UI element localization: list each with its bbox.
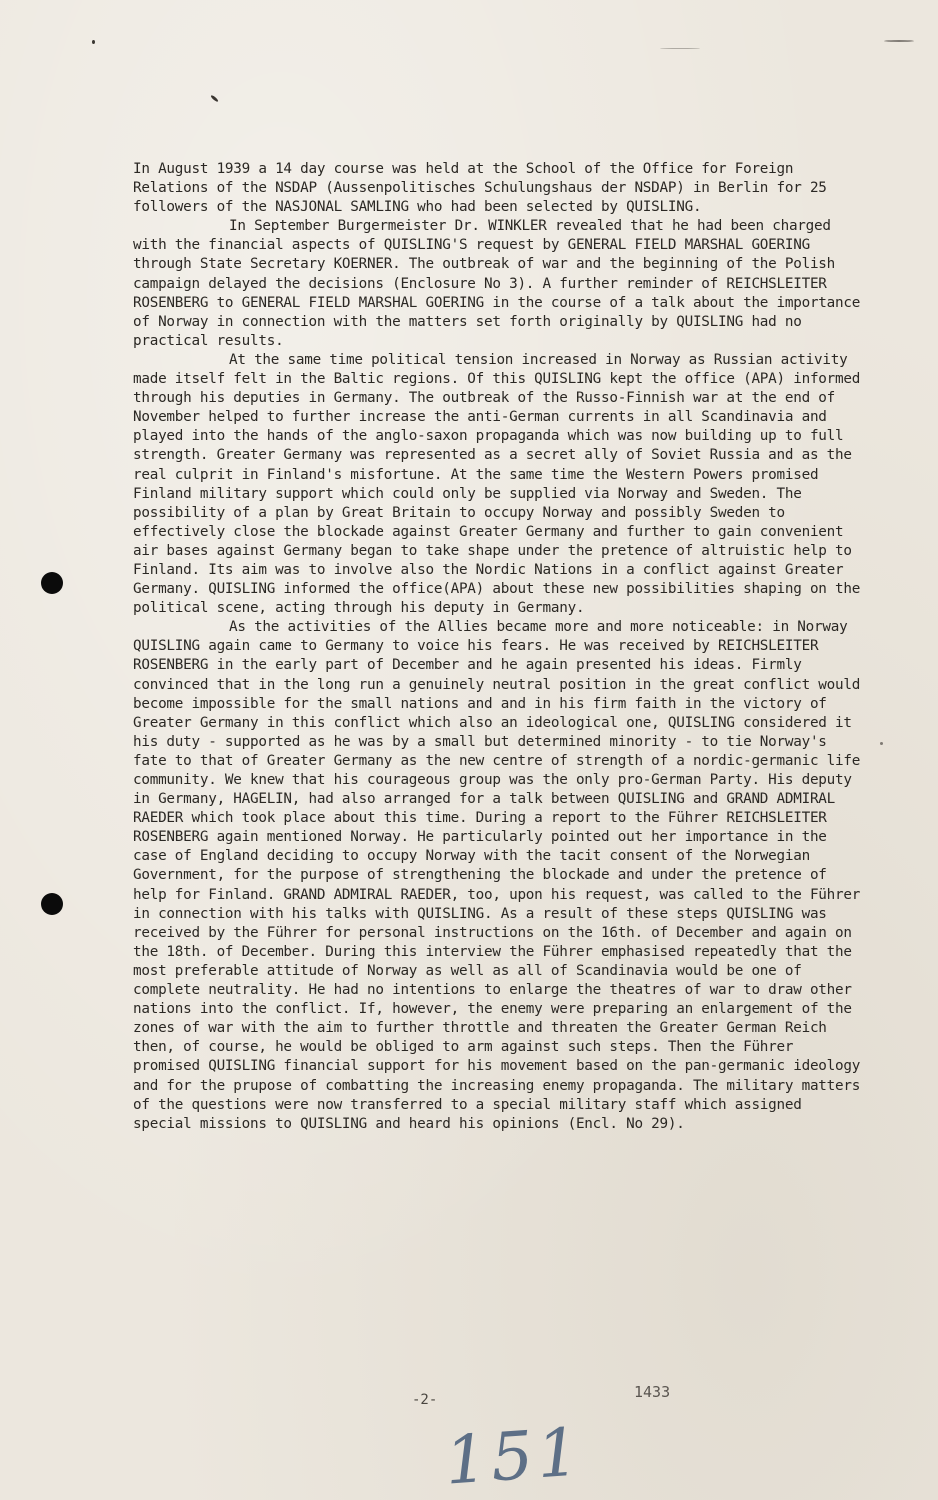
punch-hole-bottom xyxy=(41,893,63,915)
paragraph-2: In September Burgermeister Dr. WINKLER revealed that he had been charged with the financial aspects of QUISLING'S request by GENERAL FIELD MARSHAL GOERING through State Secretary KOERNER. The outbreak of war and the beginning of the Polish campaign delayed the decisions (Enclosure No 3). A further reminder of REICHSLEITER ROSENBERG to GENERAL FIELD MARSHAL GOERING in the course of a talk about the importance of Norway in connection with the matters set forth originally by QUISLING had no practical results. xyxy=(133,218,869,349)
handwritten-page-number: 151 xyxy=(442,1413,586,1500)
paper-speck xyxy=(880,742,883,745)
paper-speck xyxy=(92,40,95,44)
stamp-number: 1433 xyxy=(634,1383,671,1401)
paragraph-1: In August 1939 a 14 day course was held at the School of the Office for Foreign Relations of the NSDAP (Aussenpolitisches Schulungshaus der NSDAP) in Berlin for 25 followers of the NASJONAL SAMLING who had been selected by QUISLING. xyxy=(133,161,836,216)
paragraph-3: At the same time political tension increased in Norway as Russian activity made itself felt in the Baltic regions. Of this QUISLING kept the office (APA) informed through his deputies in Germany. The outbreak of the Russo-Finnish war at the end of November helped to further increase the anti-German currents in all Scandinavia and played into the hands of the anglo-saxon propaganda which was now building up to full strength. Greater Germany was represented as a secret ally of Soviet Russia and as the real culprit in Finland's misfortune. At the same time the Western Powers promised Finland military support which could only be supplied via Norway and Sweden. The possibility of a plan by Great Britain to occupy Norway and possibly Sweden to effectively close the blockade against Greater Germany and further to gain convenient air bases against Germany began to take shape under the pretence of altruistic help to Finland. Its aim was to involve also the Nordic Nations in a conflict against Greater Germany. QUISLING informed the office(APA) about these new possibilities shaping on the political scene, acting through his deputy in Germany. xyxy=(133,351,869,617)
paper-speck xyxy=(210,94,219,102)
page-number: -2- xyxy=(412,1392,438,1408)
paper-speck xyxy=(660,48,700,49)
punch-hole-top xyxy=(41,572,63,594)
paragraph-4: As the activities of the Allies became more and more noticeable: in Norway QUISLING again came to Germany to voice his fears. He was received by REICHSLEITER ROSENBERG in the early part of December and he again presented his ideas. Firmly convinced that in the long run a genuinely neutral position in the great conflict would become impossible for the small nations and and in his firm faith in the victory of Greater Germany in this conflict which also an ideological one, QUISLING considered it his duty - supported as he was by a small but determined minority - to tie Norway's fate to that of Greater Germany as the new centre of strength of a nordic-germanic life community. We knew that his courageous group was the only pro-German Party. His deputy in Germany, HAGELIN, had also arranged for a talk between QUISLING and GRAND ADMIRAL RAEDER which took place about this time. During a report to the Führer REICHSLEITER ROSENBERG again mentioned Norway. He particularly pointed out her importance in the case of England deciding to occupy Norway with the tacit consent of the Norwegian Government, for the purpose of strengthening the blockade and under the pretence of help for Finland. GRAND ADMIRAL RAEDER, too, upon his request, was called to the Führer in connection with his talks with QUISLING. As a result of these steps QUISLING was received by the Führer for personal instructions on the 16th. of December and again on the 18th. of December. During this interview the Führer emphasised repeatedly that the most preferable attitude of Norway as well as all of Scandinavia would be one of complete neutrality. He had no intentions to enlarge the theatres of war to draw other nations into the conflict. If, however, the enemy were preparing an enlargement of the zones of war with the aim to further throttle and threaten the Greater German Reich then, of course, he would be obliged to arm against such steps. Then the Führer promised QUISLING financial support for his movement based on the pan-germanic ideology and for the prupose of combatting the increasing enemy propaganda. The military matters of the questions were now transferred to a special military staff which assigned special missions to QUISLING and heard his opinions (Encl. No 29). xyxy=(133,619,869,1132)
paper-speck xyxy=(884,40,914,42)
document-body xyxy=(133,160,869,1134)
